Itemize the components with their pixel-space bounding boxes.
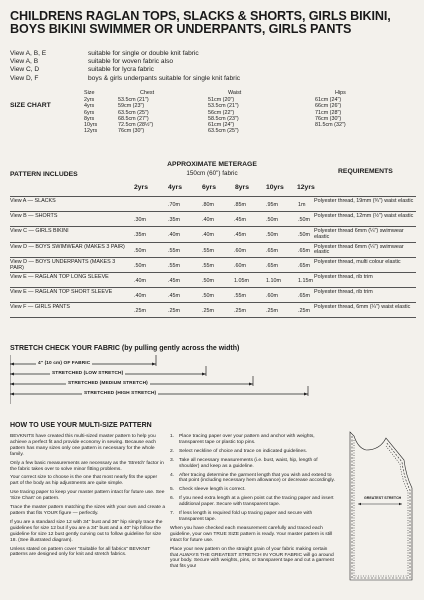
age-header: 6yrs [202,184,216,191]
howto-step [170,511,336,523]
howto-paragraph: Place your new pattern on the straight grain of your fabric making certain that ALWAYS THE GREATEST STRETCH IN YOUR FABRIC will go around your body. Secure with weights, pins, or transparent tape and cut a garment that fits you! [170,546,334,570]
meterage-cell: .55m [202,247,214,254]
meterage-row [10,196,416,211]
greatest-stretch-label: GREATEST STRETCH [364,496,402,500]
stretch-label-high: STRETCHED (HIGH STRETCH) [84,391,157,396]
view-desc: suitable for single or double knit fabric [88,50,199,57]
chest-cell: 53.5cm (21") [118,97,149,104]
meterage-cell: .25m [266,308,278,315]
meterage-title: APPROXIMATE METERAGE [167,161,257,168]
view-row [10,66,414,74]
title-line-2: BOYS BIKINI SWIMMER OR UNDERPANTS, GIRLS PANTS [10,21,352,36]
requirements-cell: Polyester thread, rib trim [314,273,373,280]
pattern-view-label: View D — BOYS UNDERPANTS (MAKES 3 PAIR) [10,258,116,271]
title-line-1: CHILDRENS RAGLAN TOPS, SLACKS & SHORTS, GIRLS BIKINI, [10,9,391,23]
stretch-label-low: STRETCHED (LOW STRETCH) [52,371,124,376]
pattern-view-label: View E — RAGLAN TOP SHORT SLEEVE [10,289,113,296]
view-key: View D, F [10,74,39,82]
step-text: If less length is required fold up tracing paper and secure with transparent tape. [179,511,313,522]
meterage-cell: .65m [266,262,278,269]
view-desc: suitable for lycra fabric [88,66,154,74]
step-text: Check sleeve length is correct. [179,487,246,493]
meterage-cell: 1.05m [234,277,249,284]
pattern-view-label: View E — RAGLAN TOP LONG SLEEVE [10,273,109,280]
step-number: 4. [170,472,175,478]
meterage-cell: 1.15m [298,277,313,284]
meterage-cell: .55m [168,247,180,254]
meterage-cell: .50m [134,247,146,254]
hips-cell: 66cm (26") [315,103,342,110]
waist-cell: 61cm (24") [208,122,235,129]
meterage-cell: .40m [202,217,214,224]
meterage-row [10,242,416,257]
views-list [10,50,414,83]
meterage-row [10,211,416,226]
howto-steps-column [170,434,336,573]
meterage-row [10,287,416,302]
stretch-gauge [10,352,414,407]
meterage-row [10,257,416,272]
howto-paragraph: Trace the master pattern matching the sizes with your own and create a pattern that fits YOUR figure — perfectly. [10,505,166,516]
waist-column [208,90,241,134]
chest-cell: 68.5cm (27") [118,115,149,122]
pattern-view-label: View C — GIRLS BIKINI [10,228,69,235]
size-column [84,90,97,134]
view-key: View C, D [10,66,40,74]
age-header: 2yrs [134,184,148,191]
age-header: 8yrs [235,184,249,191]
hips-header: Hips [335,90,346,96]
meterage-cell: .35m [168,217,180,224]
meterage-row [10,226,416,241]
stretch-check-title: STRETCH CHECK YOUR FABRIC (by pulling gently across the width) [10,345,240,352]
meterage-cell: .30m [134,217,146,224]
step-number: 1. [170,434,175,439]
size-cell: 6yrs [84,109,95,116]
requirements-cell: Polyester thread 6mm (¼") swimwear elastic [314,228,404,241]
meterage-cell: .25m [298,308,310,315]
meterage-cell: .60m [234,247,246,254]
meterage-cell: .50m [298,232,310,239]
meterage-cell: .25m [168,308,180,315]
pattern-view-label: View B — SHORTS [10,213,58,220]
howto-paragraph: Unless stated on pattern cover "Suitable for all fabrics" BEVKNIT patterns are designed only for knit and stretch fabrics. [10,546,151,558]
howto-step [170,458,336,470]
step-text: If you need extra length at a given point cut the tracing paper and insert additional paper. Secure with transparent tape. [179,496,334,508]
meterage-cell: .85m [234,202,246,208]
howto-heading: HOW TO USE YOUR MULTI-SIZE PATTERN [10,422,152,429]
meterage-cell: 1m [298,202,306,208]
page-title [10,10,414,35]
view-desc: suitable for woven fabric also [88,58,174,66]
view-row [10,50,414,58]
waist-cell: 53.5cm (21") [208,103,239,110]
meterage-cell: .65m [266,247,278,254]
howto-paragraph: BEVKNITS have created this multi-sized master pattern to help you achieve a perfect fit and provide economy in sewing. Because each pattern has many sizes only one pattern is necessary for the whole family. [10,434,156,457]
waist-cell: 51cm (20") [208,97,235,104]
requirements-heading: REQUIREMENTS [338,168,393,175]
hips-column [315,90,346,128]
step-number: 5. [170,487,175,493]
howto-step [170,487,336,493]
size-header: Size [84,90,95,96]
howto-steps [170,434,336,523]
pattern-view-label: View F — GIRLS PANTS [10,304,71,311]
meterage-subtitle: 150cm (60") fabric [186,170,238,177]
step-text: Take all necessary measurements (i.e. bust, waist, hip, length of shoulder) and keep as a guideline. [179,457,318,469]
chest-cell: 63.5cm (25") [118,109,149,116]
size-cell: 10yrs [84,122,98,129]
meterage-row [10,272,416,287]
meterage-cell: .45m [234,217,246,224]
view-row [10,58,414,66]
step-text: After tracing determine the garment length that you wish and extend to that point (including necessary hem allowance) or decrease accordingly. [179,472,335,484]
bodice-diagram [340,430,418,590]
howto-paragraph: When you have checked each measurement carefully and traced each guideline, your own TRUE SIZE pattern is ready. Your master pattern is still intact for future use. [170,525,333,543]
meterage-cell: .65m [298,293,310,300]
meterage-cell: .40m [134,277,146,284]
howto-paragraph: If you are a standard size 12 with 34" bust and 36" hip simply trace the guidelines for size 12 but if you are a 34" bust and a 40" hip follow the guideline for size 12 bust gently curving out to follow guideline for size 18. (See illustrated diagram). [10,519,163,543]
meterage-cell: .25m [234,308,246,315]
waist-cell: 63.5cm (25") [208,128,239,135]
meterage-cell: .60m [234,262,246,269]
meterage-cell: .40m [202,232,214,239]
waist-header: Waist [228,90,242,96]
step-number: 7. [170,511,175,517]
hips-cell: 71cm (28") [315,109,342,116]
meterage-cell: 1.10m [266,277,281,284]
meterage-row [10,302,416,317]
meterage-cell: .45m [168,277,180,284]
pattern-includes-heading: PATTERN INCLUDES [10,171,78,178]
howto-step [170,449,336,455]
waist-cell: 56cm (22") [208,109,235,116]
size-cell: 4yrs [84,103,95,110]
meterage-cell: .50m [202,277,214,284]
meterage-cell: .50m [266,232,278,239]
step-text: Place tracing paper over your pattern and anchor with weights, transparent tape or plastic top pins. [179,434,315,445]
meterage-cell: .45m [168,293,180,300]
meterage-cell: .50m [298,217,310,224]
stretch-label-fabric: 4" (10 cm) OF FABRIC [38,361,91,366]
howto-intro-column [10,434,166,561]
meterage-cell: .25m [202,308,214,315]
waist-cell: 58.5cm (23") [208,115,239,122]
requirements-cell: Polyester thread, 19mm (¾") waist elastic [314,198,414,204]
howto-paragraph: Use tracing paper to keep your master pattern intact for future use. See 'Size Chart' on pattern. [10,490,165,502]
meterage-cell: .45m [234,232,246,239]
age-header: 12yrs [297,184,315,191]
hips-cell: 76cm (30") [315,115,342,122]
meterage-cell: .95m [266,202,278,208]
age-header: 4yrs [168,184,182,191]
view-key: View A, B [10,58,39,66]
step-number: 3. [170,457,175,463]
stretch-label-medium: STRETCHED (MEDIUM STRETCH) [68,381,148,386]
size-chart-heading: SIZE CHART [10,102,51,109]
size-cell: 12yrs [84,128,98,135]
step-text: Select neckline of choice and trace on indicated guidelines. [179,448,308,454]
meterage-cell: .55m [168,262,180,269]
howto-step [170,434,336,446]
hips-cell: 61cm (24") [315,97,342,104]
meterage-cell: .65m [298,247,310,254]
meterage-cell: .65m [298,262,310,269]
chest-cell: 59cm (23") [118,103,145,110]
howto-paragraph: Only a few basic measurements are necessary as the 'Stretch' factor in the fabric takes over to solve minor fitting problems. [10,460,164,472]
step-number: 6. [170,496,175,502]
view-desc: boys & girls underpants suitable for single knit fabric [88,74,241,82]
meterage-cell: .60m [266,293,278,300]
meterage-cell: .40m [134,293,146,300]
step-number: 2. [170,448,175,454]
meterage-table [10,196,416,318]
chest-cell: 72.5cm (28½") [118,122,154,129]
meterage-cell: .50m [266,217,278,224]
pattern-view-label: View A — SLACKS [10,198,56,204]
chest-cell: 76cm (30") [118,128,145,135]
howto-step [170,473,336,485]
requirements-cell: Polyester thread, multi colour elastic [314,258,401,265]
howto-step [170,496,336,508]
chest-column [118,90,154,134]
meterage-cell: .55m [202,262,214,269]
pattern-view-label: View D — BOYS SWIMWEAR (MAKES 3 PAIR) [10,243,125,250]
age-header: 10yrs [266,184,284,191]
meterage-cell: .50m [202,293,214,300]
meterage-cell: .55m [234,293,246,300]
howto-closing [170,526,336,570]
requirements-cell: Polyester thread, rib trim [314,289,373,296]
size-cell: 8yrs [84,115,95,122]
view-key: View A, B, E [10,50,47,57]
requirements-cell: Polyester thread, 12mm (½") waist elastic [314,213,414,220]
requirements-cell: Polyester thread 6mm (¼") swimwear elastic [314,243,404,256]
bodice-outline [340,430,418,590]
view-row [10,75,414,83]
meterage-cell: .25m [134,308,146,315]
hips-cell: 81.5cm (32") [315,122,346,129]
size-cell: 2yrs [84,97,95,104]
meterage-cell: .80m [202,202,214,208]
requirements-cell: Polyester thread, 6mm (¼") waist elastic [314,304,411,311]
meterage-cell: .70m [168,202,180,208]
howto-paragraph: Your correct size to choose is the one that most nearly fits the upper part of the body as hip adjustments are quite simple. [10,475,158,487]
meterage-cell: .50m [134,262,146,269]
meterage-cell: .40m [168,232,180,239]
chest-header: Chest [140,90,155,96]
meterage-cell: .35m [134,232,146,239]
